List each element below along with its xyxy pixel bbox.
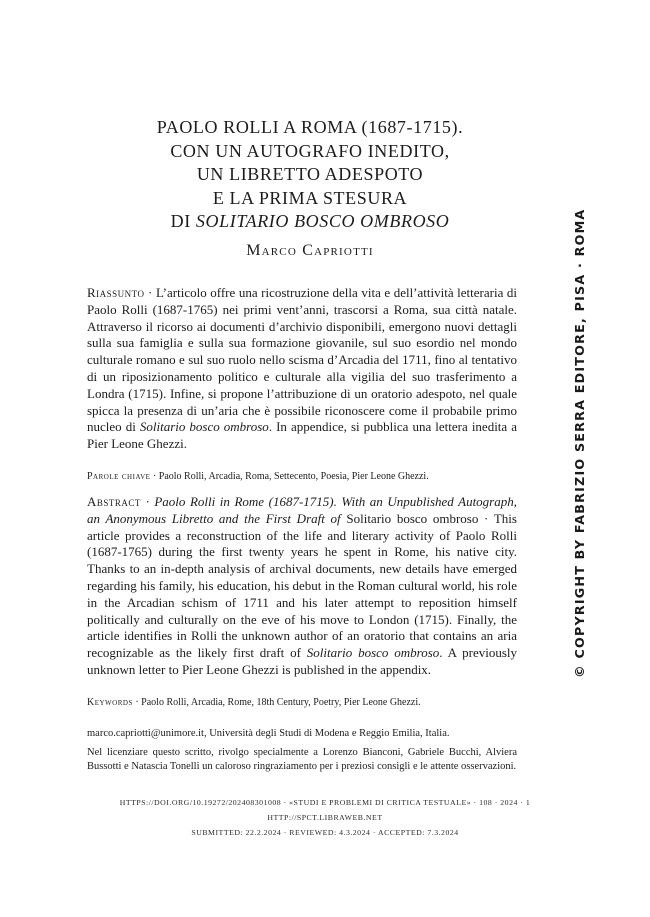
acknowledgement-note: Nel licenziare questo scritto, rivolgo specialmente a Lorenzo Bianconi, Gabriele Bucchi, Alviera Bussotti e Natascia Tonelli un caloroso ringraziamento per i preziosi consigli e le attente osservazioni.	[87, 747, 517, 772]
abstract-title-roman: Solitario bosco ombroso	[346, 510, 479, 526]
abstract-separator: ·	[140, 494, 155, 509]
article-title	[60, 116, 560, 234]
parole-chiave-text: · Paolo Rolli, Arcadia, Roma, Settecento, Poesia, Pier Leone Ghezzi.	[150, 471, 429, 482]
abstract-label: Abstract	[87, 494, 141, 509]
title-line-2: CON UN AUTOGRAFO INEDITO,	[170, 140, 450, 161]
parole-chiave	[87, 471, 517, 482]
title-line-3: UN LIBRETTO ADESPOTO	[196, 164, 424, 184]
abstract-text-italic: Solitario bosco ombroso	[306, 645, 440, 661]
parole-chiave-label: Parole chiave	[87, 471, 151, 482]
abstract-text-1: This article provides a reconstruction of the life and literary activity of Paolo Rolli (1687-1765) during the first twenty years he spent in Rome, his native city. Thanks to an in-depth analysis of archival documents, new details have emerged regarding his family, his education, his debut in the Roman cultural world, his role in the Arcadian schism of 1711 and his later attempt to reposition himself politically and culturally on the eve of his move to London (1715). Finally, the article identifies in Rolli the unknown author of an oratorio that contains an aria recognizable as the likely first draft of	[87, 510, 517, 661]
copyright-sidebar: © COPYRIGHT BY FABRIZIO SERRA EDITORE, PISA · ROMA	[572, 208, 587, 678]
riassunto-label: Riassunto	[87, 285, 145, 300]
title-line-5	[60, 210, 560, 234]
riassunto-section	[87, 285, 517, 453]
riassunto-text-1: L’articolo offre una ricostruzione della vita e dell’attività letteraria di Paolo Rolli (1687-1765) nei primi vent’anni, trascorsi a Roma, sua città natale. Attraverso il ricorso ai documenti d’archivio disponibili, emergono nuovi dettagli sulla sua famiglia e sulla sua formazione giovanile, sul suo esordio nel mondo culturale romano e sul suo ruolo nello scisma d’Arcadia del 1711, fino al tentativo di un riposizionamento politico e culturale alla vigilia del suo trasferimento a Londra (1715). Infine, si propone l’attribuzione di un oratorio adespoto, nel quale spicca la presenza di un’aria che è possibile riconoscere come il probabile primo nucleo di	[87, 285, 517, 435]
title-line-1: PAOLO ROLLI A ROMA (1687-1715).	[156, 117, 464, 137]
keywords-text: · Paolo Rolli, Arcadia, Rome, 18th Century, Poetry, Pier Leone Ghezzi.	[132, 697, 421, 708]
footer-doi-line: HTTPS://DOI.ORG/10.19272/202408301008 · «STUDI E PROBLEMI DI CRITICA TESTUALE» · 108 · 2024 · 1	[119, 798, 531, 807]
abstract-text-2: . A previously unknown letter to Pier Leone Ghezzi is published in the appendix.	[87, 645, 518, 677]
title-line-5-italic: SOLITARIO BOSCO OMBROSO	[195, 211, 450, 231]
title-line-5-prefix: DI	[170, 211, 196, 231]
riassunto-separator: ·	[144, 285, 156, 300]
title-line-4: E LA PRIMA STESURA	[212, 187, 408, 208]
abstract-section	[87, 494, 517, 679]
footer-dates-line: SUBMITTED: 22.2.2024 · REVIEWED: 4.3.2024 · ACCEPTED: 7.3.2024	[191, 828, 459, 837]
keywords	[87, 697, 517, 708]
keywords-label: Keywords	[87, 697, 133, 708]
abstract-separator-2: ·	[478, 510, 494, 526]
riassunto-text-2: . In appendice, si pubblica una lettera inedita a Pier Leone Ghezzi.	[87, 419, 518, 452]
riassunto-text-italic: Solitario bosco ombroso	[139, 419, 269, 435]
author-affiliation: marco.capriotti@unimore.it, Università degli Studi di Modena e Reggio Emilia, Italia.	[87, 728, 450, 739]
abstract-title-italic: Paolo Rolli in Rome (1687-1715). With an Unpublished Autograph, an Anonymous Libretto and the First Draft of	[87, 494, 517, 526]
author-name: Marco Capriotti	[246, 242, 374, 259]
footer-url-line: HTTP://SPCT.LIBRAWEB.NET	[267, 813, 383, 822]
